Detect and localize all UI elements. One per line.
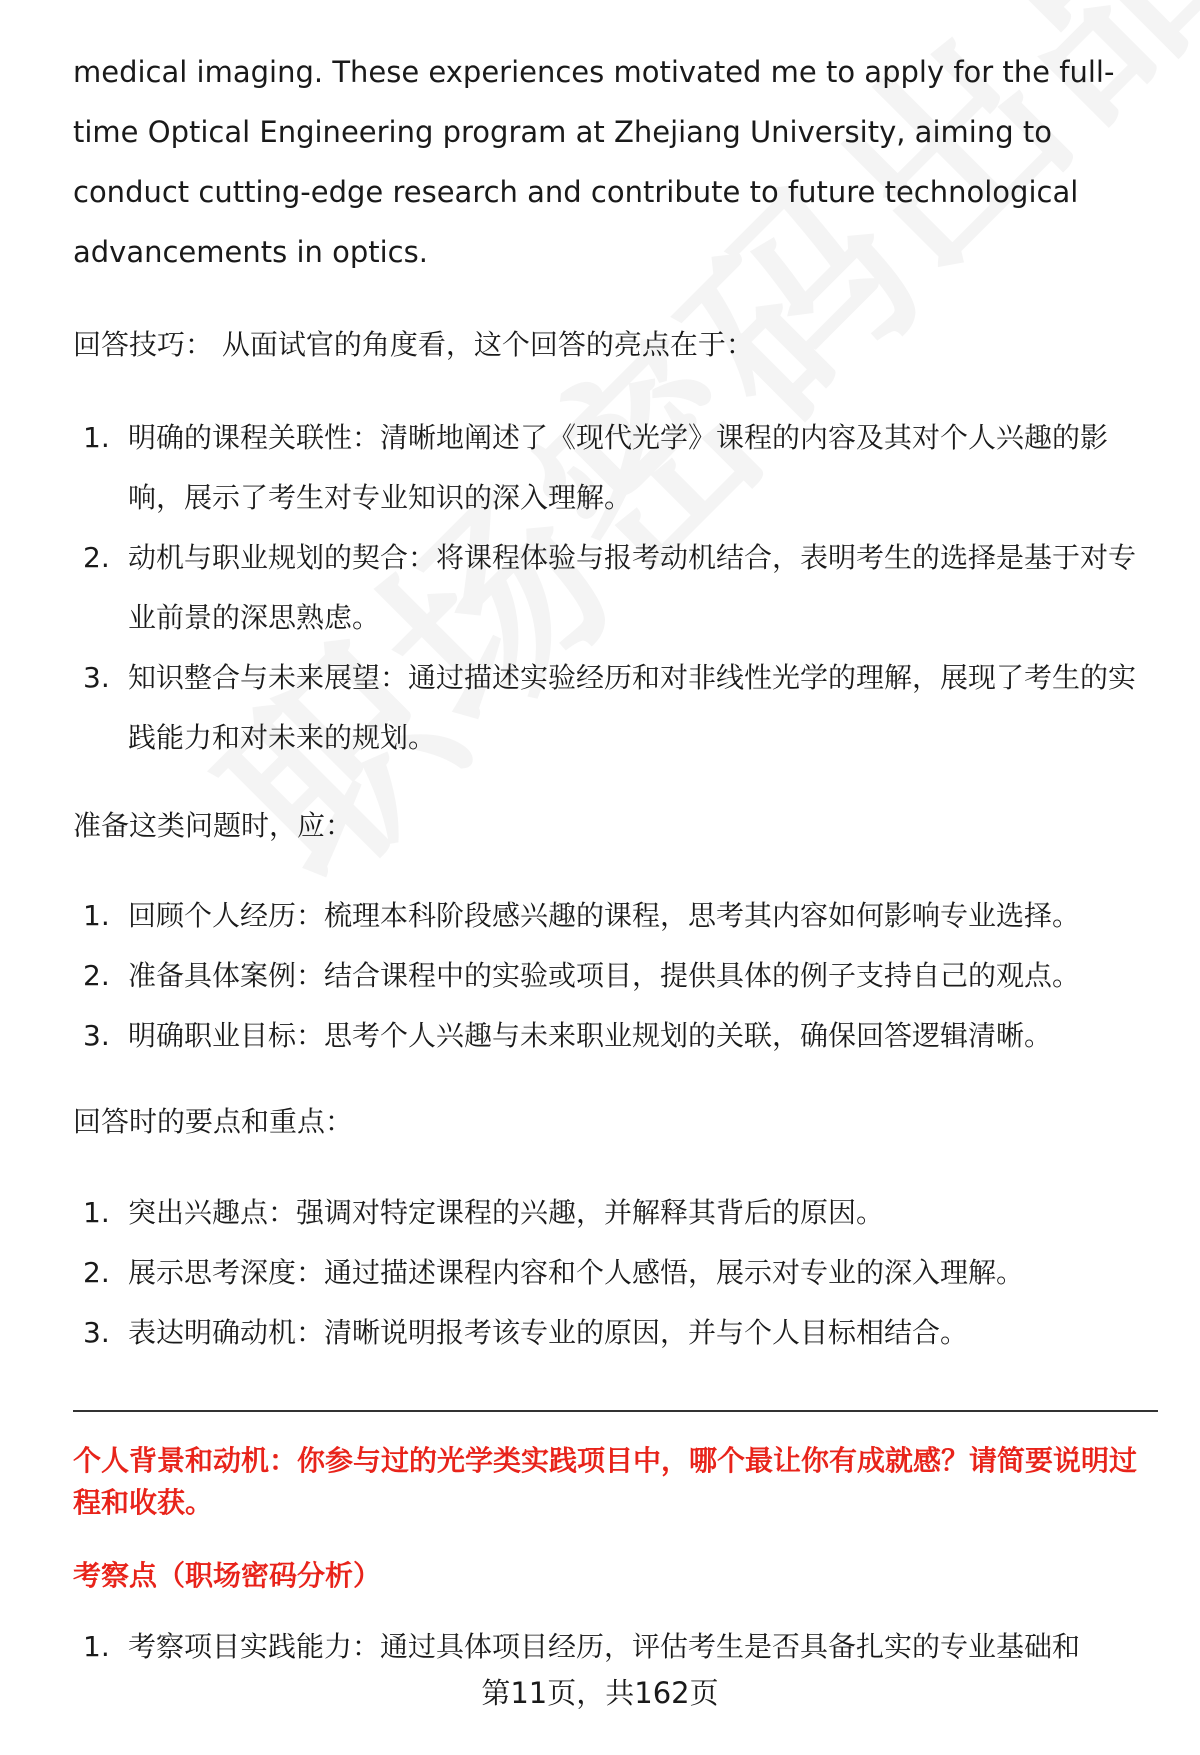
list-number: 2. [83,541,110,574]
list-item [73,1303,1158,1363]
page-number-footer: 第11页，共162页 [481,1676,719,1710]
keypoints-heading: 回答时的要点和重点： [73,1105,354,1138]
list-number: 1. [83,1630,110,1663]
list-number: 3. [83,1316,110,1349]
tips-list [73,408,1158,768]
list-number: 2. [83,959,110,992]
list-number: 3. [83,661,110,694]
intro-paragraph: medical imaging. These experiences motivated me to apply for the full-time Optical Engineering program at Zhejiang University, aiming to conduct cutting-edge research and contribute to future technological advancements in optics. [73,55,1115,269]
list-item [73,1625,1158,1669]
list-text: 准备具体案例：结合课程中的实验或项目，提供具体的例子支持自己的观点。 [128,959,1081,992]
prepare-list [73,886,1158,1066]
list-number: 1. [83,1196,110,1229]
analysis-list-section [73,1625,1158,1669]
list-item [73,1183,1158,1243]
list-text: 明确职业目标：思考个人兴趣与未来职业规划的关联，确保回答逻辑清晰。 [128,1019,1053,1052]
list-item [73,1243,1158,1303]
analysis-list [73,1625,1158,1669]
list-text: 回顾个人经历：梳理本科阶段感兴趣的课程，思考其内容如何影响专业选择。 [128,899,1081,932]
list-number: 2. [83,1256,110,1289]
analysis-section [73,1555,1158,1597]
list-item [73,1006,1158,1066]
keypoints-list-section [73,1183,1158,1363]
prepare-heading: 准备这类问题时，应： [73,809,354,842]
list-text: 考察项目实践能力：通过具体项目经历，评估考生是否具备扎实的专业基础和 [128,1630,1081,1663]
list-item [73,886,1158,946]
tips-heading: 回答技巧： 从面试官的角度看，这个回答的亮点在于： [73,328,754,361]
list-text: 知识整合与未来展望：通过描述实验经历和对非线性光学的理解，展现了考生的实践能力和对未来的规划。 [128,661,1137,754]
list-number: 1. [83,899,110,932]
prepare-section [73,806,1158,846]
list-item [73,408,1158,528]
prepare-list-section [73,886,1158,1066]
tips-section [73,325,1158,365]
keypoints-list [73,1183,1158,1363]
list-text: 展示思考深度：通过描述课程内容和个人感悟，展示对专业的深入理解。 [128,1256,1025,1289]
list-text: 明确的课程关联性：清晰地阐述了《现代光学》课程的内容及其对个人兴趣的影响，展示了考生对专业知识的深入理解。 [128,421,1109,514]
intro-section [73,42,1158,282]
section-divider [73,1410,1158,1412]
list-item [73,946,1158,1006]
list-number: 1. [83,421,110,454]
list-text: 突出兴趣点：强调对特定课程的兴趣，并解释其背后的原因。 [128,1196,885,1229]
analysis-heading: 考察点（职场密码分析） [73,1559,382,1592]
list-item [73,528,1158,648]
list-number: 3. [83,1019,110,1052]
question-heading: 个人背景和动机：你参与过的光学类实践项目中，哪个最让你有成就感？请简要说明过程和收获。 [73,1444,1138,1519]
keypoints-section [73,1102,1158,1142]
list-item [73,648,1158,768]
question-section [73,1440,1158,1524]
list-text: 表达明确动机：清晰说明报考该专业的原因，并与个人目标相结合。 [128,1316,969,1349]
tips-list-section [73,408,1158,768]
list-text: 动机与职业规划的契合：将课程体验与报考动机结合，表明考生的选择是基于对专业前景的深思熟虑。 [128,541,1137,634]
